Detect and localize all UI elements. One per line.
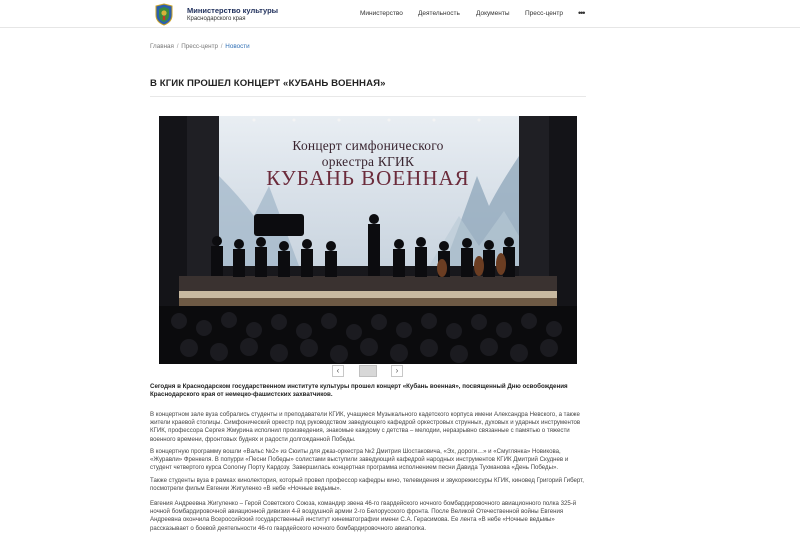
gallery-next-button[interactable]: › [391, 365, 403, 377]
nav-item-press-center[interactable]: Пресс-центр [525, 10, 564, 17]
site-header [0, 0, 800, 28]
more-menu-icon[interactable]: ••• [578, 8, 585, 18]
title-divider [150, 96, 586, 97]
gallery-prev-button[interactable]: ‹ [332, 365, 344, 377]
nav-item-ministry[interactable]: Министерство [360, 10, 403, 17]
article-lead: Сегодня в Краснодарском государственном институте культуры прошел концерт «Кубань военная», посвященный Дню освобождения Краснодарского края от немецко-фашистских захватчиков. [150, 383, 568, 399]
breadcrumb [150, 43, 250, 50]
breadcrumb-press-center[interactable]: Пресс-центр [181, 43, 219, 50]
banner-line-2: оркестра КГИК [321, 154, 415, 169]
article-paragraph: Евгения Андреевна Жигуленко – Герой Советского Союза, командир звена 46-го гвардейского ночного бомбардировочного авиационного полка 325-й ночной бомбардировочной авиационной дивизии 4-й воздушной армии 2-го Белорусского фронта. После Великой Отечественной войны Евгения Андреевна окончила Всероссийский государственный институт кинематографии имени С.А. Герасимова. Ее лента «В небе «Ночные ведьмы» рассказывает о боевой деятельности 46-го гвардейского ночного бомбардировочного авиаполка. [150, 500, 577, 532]
org-subtitle: Краснодарского края [187, 16, 246, 22]
org-name: Министерство культуры [187, 6, 279, 15]
breadcrumb-home[interactable]: Главная [150, 43, 174, 50]
banner-line-1: Концерт симфонического [292, 138, 444, 153]
page-title: В КГИК ПРОШЕЛ КОНЦЕРТ «КУБАНЬ ВОЕННАЯ» [150, 78, 386, 89]
main-nav [0, 10, 800, 20]
breadcrumb-separator: / [176, 43, 179, 50]
gallery-controls [0, 365, 800, 379]
breadcrumb-separator: / [220, 43, 223, 50]
nav-item-activity[interactable]: Деятельность [418, 10, 460, 17]
banner-line-3: КУБАНЬ ВОЕННАЯ [266, 166, 470, 190]
photo-gallery[interactable] [159, 116, 577, 364]
article-paragraph: Также студенты вуза в рамках кинолектория, который провел профессор кафедры кино, телевидения и звукорежиссуры КГИК, киновед Григорий Гиберт, посмотрели фильм Евгении Жигуленко «В небе «Ночные ведьмы». [150, 477, 584, 493]
gallery-thumbnail[interactable] [359, 365, 377, 377]
breadcrumb-news[interactable]: Новости [225, 43, 250, 50]
nav-item-documents[interactable]: Документы [476, 10, 510, 17]
article-paragraph: В концертную программу вошли «Вальс №2» из Сюиты для джаз-оркестра №2 Дмитрия Шостаковича, «Эх, дороги…» и «Смуглянка» Новикова, «Журавли» Френкеля. В попурри «Песни Победы» солистами выступили заведующий кафедрой народных инструментов КГИК Дмитрий Скуднев и студент четвертого курса Сологну Порту Кардозу. Завершилась концертная программа исполнением песни Давида Тухманова «День Победы». [150, 448, 569, 472]
article-paragraph: В концертном зале вуза собрались студенты и преподаватели КГИК, учащиеся Музыкального кадетского корпуса имени Александра Невского, а также жители краевой столицы. Симфонический оркестр под руководством заведующего кафедрой оркестровых струнных, духовых и ударных инструментов КГИК, профессора Сергея Жмурина исполнил произведения, знакомые каждому с детства – мелодии, неразрывно связанные с памятью о тяжести военного времени, фронтовых буднях и радости долгожданной Победы. [150, 411, 581, 443]
